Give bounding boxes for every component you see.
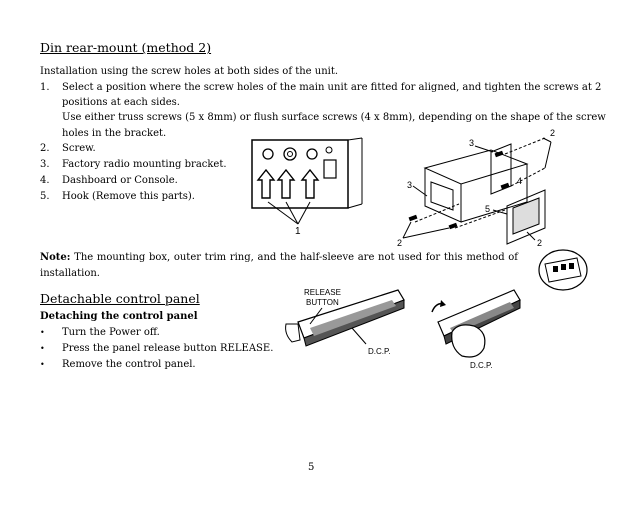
hook-slot — [324, 160, 336, 178]
callout-line — [298, 202, 310, 224]
label-dashboard: 4 — [517, 176, 523, 186]
list-item-4 — [40, 173, 178, 189]
page-number: 5 — [308, 462, 315, 473]
arrow-head-icon — [440, 300, 446, 307]
screws — [409, 151, 510, 229]
label-bracket-right: 3 — [469, 138, 475, 148]
finger-icon — [286, 324, 300, 342]
note — [40, 250, 518, 281]
label-release: RELEASE — [304, 288, 341, 297]
bullet-icon: • — [40, 344, 45, 353]
bracket-edge — [348, 138, 362, 140]
panel-release-diagram — [280, 284, 420, 370]
note-text: The mounting box, outer trim ring, and the half-sleeve are not used for this method of installation. — [40, 252, 518, 279]
callout-line — [268, 202, 298, 224]
label-hook: 5 — [485, 204, 491, 214]
bracket-edge — [348, 204, 362, 208]
screw-hole — [263, 149, 273, 159]
label-dcp-1: D.C.P. — [368, 347, 391, 356]
list-item-text: Factory radio mounting bracket. — [62, 159, 227, 170]
label-dcp-2: D.C.P. — [470, 361, 493, 370]
callout-label-1: 1 — [295, 226, 301, 236]
list-item-1-cont: holes in the bracket. — [62, 128, 167, 139]
callout-line — [286, 202, 298, 224]
list-item-text: Dashboard or Console. — [62, 175, 178, 186]
bullet-item — [40, 357, 196, 373]
callout-line — [352, 328, 366, 344]
list-number: 1. — [40, 82, 50, 93]
arrow-up — [258, 170, 274, 198]
screw-hole — [288, 152, 293, 157]
screw-hole — [284, 148, 296, 160]
bracket-hook-diagram — [246, 136, 368, 236]
list-number: 4. — [40, 175, 50, 186]
list-item-text: Select a position where the screw holes of the main unit are fitted for aligned, and tighten the screws at 2 — [62, 82, 602, 93]
label-screw-right-top: 2 — [550, 128, 556, 138]
intro-text: Installation using the screw holes at both sides of the unit. — [40, 66, 339, 77]
installation-exploded-diagram — [395, 128, 595, 250]
section-heading-din-rear-mount: Din rear-mount (method 2) — [40, 40, 212, 55]
bullet-text: Press the panel release button RELEASE. — [62, 343, 274, 354]
list-item-1-cont: Use either truss screws (5 x 8mm) or flush surface screws (4 x 8mm), depending on the shape of the screw — [62, 112, 606, 123]
arrow-up — [278, 170, 294, 198]
list-number: 3. — [40, 159, 50, 170]
label-screw-right-bottom: 2 — [537, 238, 543, 248]
screw-hole — [307, 149, 317, 159]
list-item-1 — [40, 80, 601, 96]
hand-icon — [452, 325, 485, 357]
label-bracket-left: 3 — [407, 180, 413, 190]
section-heading-detachable-panel: Detachable control panel — [40, 291, 200, 306]
list-number: 2. — [40, 143, 50, 154]
list-number: 5. — [40, 191, 50, 202]
list-item-text: Screw. — [62, 143, 96, 154]
bullet-text: Turn the Power off. — [62, 327, 160, 338]
mounting-arrows — [258, 170, 318, 198]
bullet-item — [40, 341, 273, 357]
label-screw-left: 2 — [397, 238, 403, 248]
bullet-text: Remove the control panel. — [62, 359, 196, 370]
bullet-item — [40, 325, 160, 341]
screw-hole — [326, 147, 332, 153]
bullet-icon: • — [40, 328, 45, 337]
unit-top — [425, 150, 527, 184]
hook-detail-inset — [537, 248, 589, 292]
unit-faceplate — [431, 182, 453, 210]
subheading-detaching: Detaching the control panel — [40, 311, 198, 322]
bullet-icon: • — [40, 360, 45, 369]
list-item-3 — [40, 157, 227, 173]
note-label: Note: — [40, 252, 71, 263]
list-item-text: Hook (Remove this parts). — [62, 191, 195, 202]
list-item-2 — [40, 141, 96, 157]
label-button: BUTTON — [306, 298, 339, 307]
dashboard-trim — [507, 190, 545, 244]
list-item-1-cont: positions at each sides. — [62, 97, 180, 108]
panel-removal-diagram — [428, 282, 530, 372]
arrow-up — [302, 170, 318, 198]
list-item-5 — [40, 189, 195, 205]
